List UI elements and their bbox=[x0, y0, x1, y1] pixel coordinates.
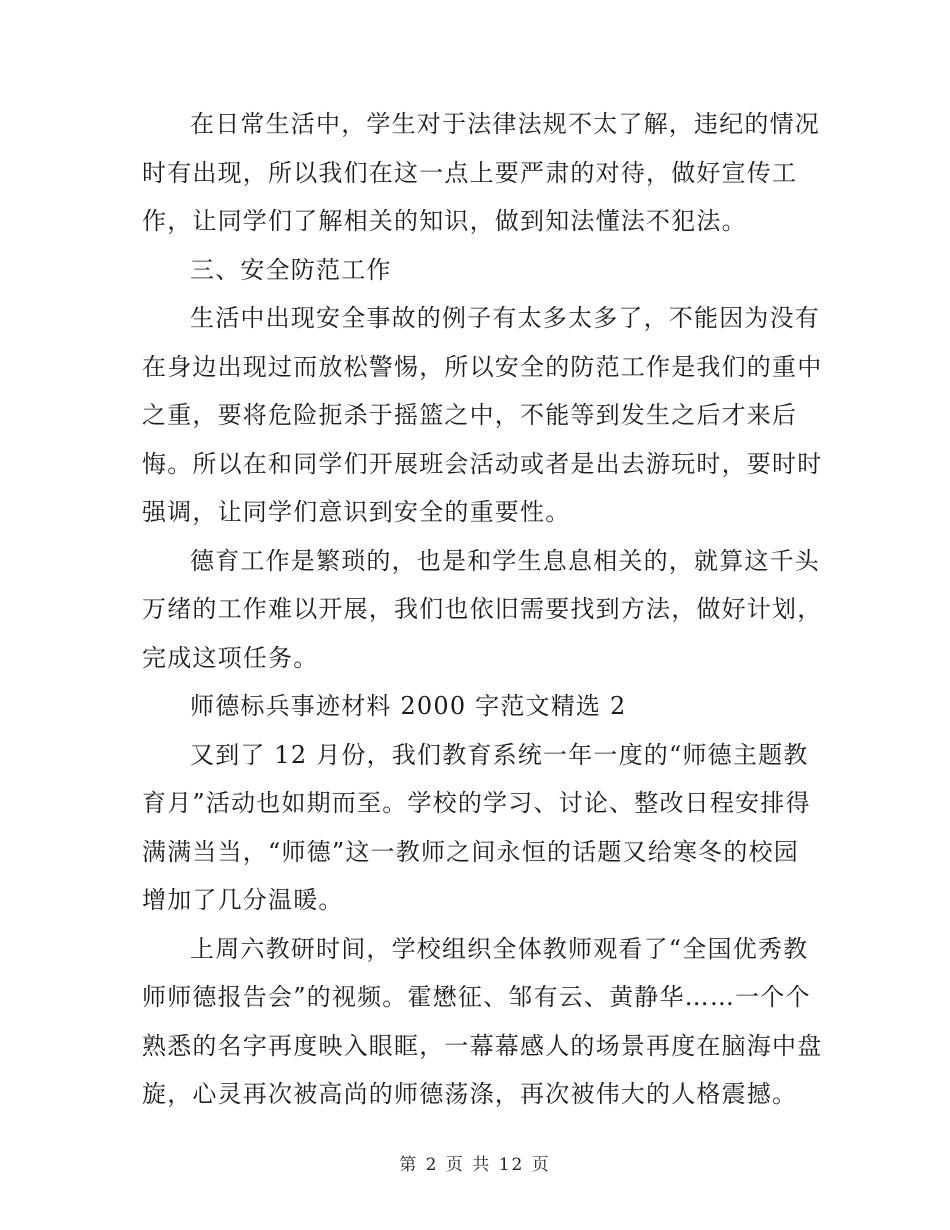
text-line: 时有出现，所以我们在这一点上要严肃的对待，做好宣传工 bbox=[142, 158, 798, 187]
text-line: 上周六教研时间，学校组织全体教师观看了“全国优秀教 bbox=[190, 934, 809, 963]
text-line: 旋，心灵再次被高尚的师德荡涤，再次被伟大的人格震撼。 bbox=[142, 1080, 798, 1108]
text-line: 在身边出现过而放松警惕，所以安全的防范工作是我们的重中 bbox=[142, 352, 823, 381]
text-line: 师师德报告会”的视频。霍懋征、邹有云、黄静华……一个个 bbox=[142, 983, 811, 1011]
section-heading: 三、安全防范工作 bbox=[190, 255, 392, 284]
text-line: 熟悉的名字再度映入眼眶，一幕幕感人的场景再度在脑海中盘 bbox=[142, 1031, 823, 1060]
article-title: 师德标兵事迹材料 2000 字范文精选 2 bbox=[190, 692, 627, 720]
text-line: 生活中出现安全事故的例子有太多太多了，不能因为没有 bbox=[190, 304, 820, 332]
text-line: 完成这项任务。 bbox=[142, 643, 319, 672]
text-line: 德育工作是繁琐的，也是和学生息息相关的，就算这千头 bbox=[190, 546, 820, 575]
text-line: 之重，要将危险扼杀于摇篮之中，不能等到发生之后才来后 bbox=[142, 401, 798, 429]
text-line: 又到了 12 月份，我们教育系统一年一度的“师德主题教 bbox=[190, 740, 809, 769]
page-number-footer: 第 2 页 共 12 页 bbox=[399, 1155, 551, 1175]
text-line: 悔。所以在和同学们开展班会活动或者是出去游玩时，要时时 bbox=[142, 449, 823, 478]
document-body bbox=[142, 100, 823, 1119]
text-line: 强调，让同学们意识到安全的重要性。 bbox=[142, 498, 571, 526]
text-line: 增加了几分温暖。 bbox=[142, 886, 344, 914]
text-line: 作，让同学们了解相关的知识，做到知法懂法不犯法。 bbox=[142, 207, 747, 235]
text-line: 满满当当，“师德”这一教师之间永恒的话题又给寒冬的校园 bbox=[142, 837, 799, 866]
text-line: 育月”活动也如期而至。学校的学习、讨论、整改日程安排得 bbox=[142, 789, 811, 817]
text-line: 在日常生活中，学生对于法律法规不太了解，违纪的情况 bbox=[190, 110, 820, 138]
text-line: 万绪的工作难以开展，我们也依旧需要找到方法，做好计划， bbox=[142, 595, 823, 623]
